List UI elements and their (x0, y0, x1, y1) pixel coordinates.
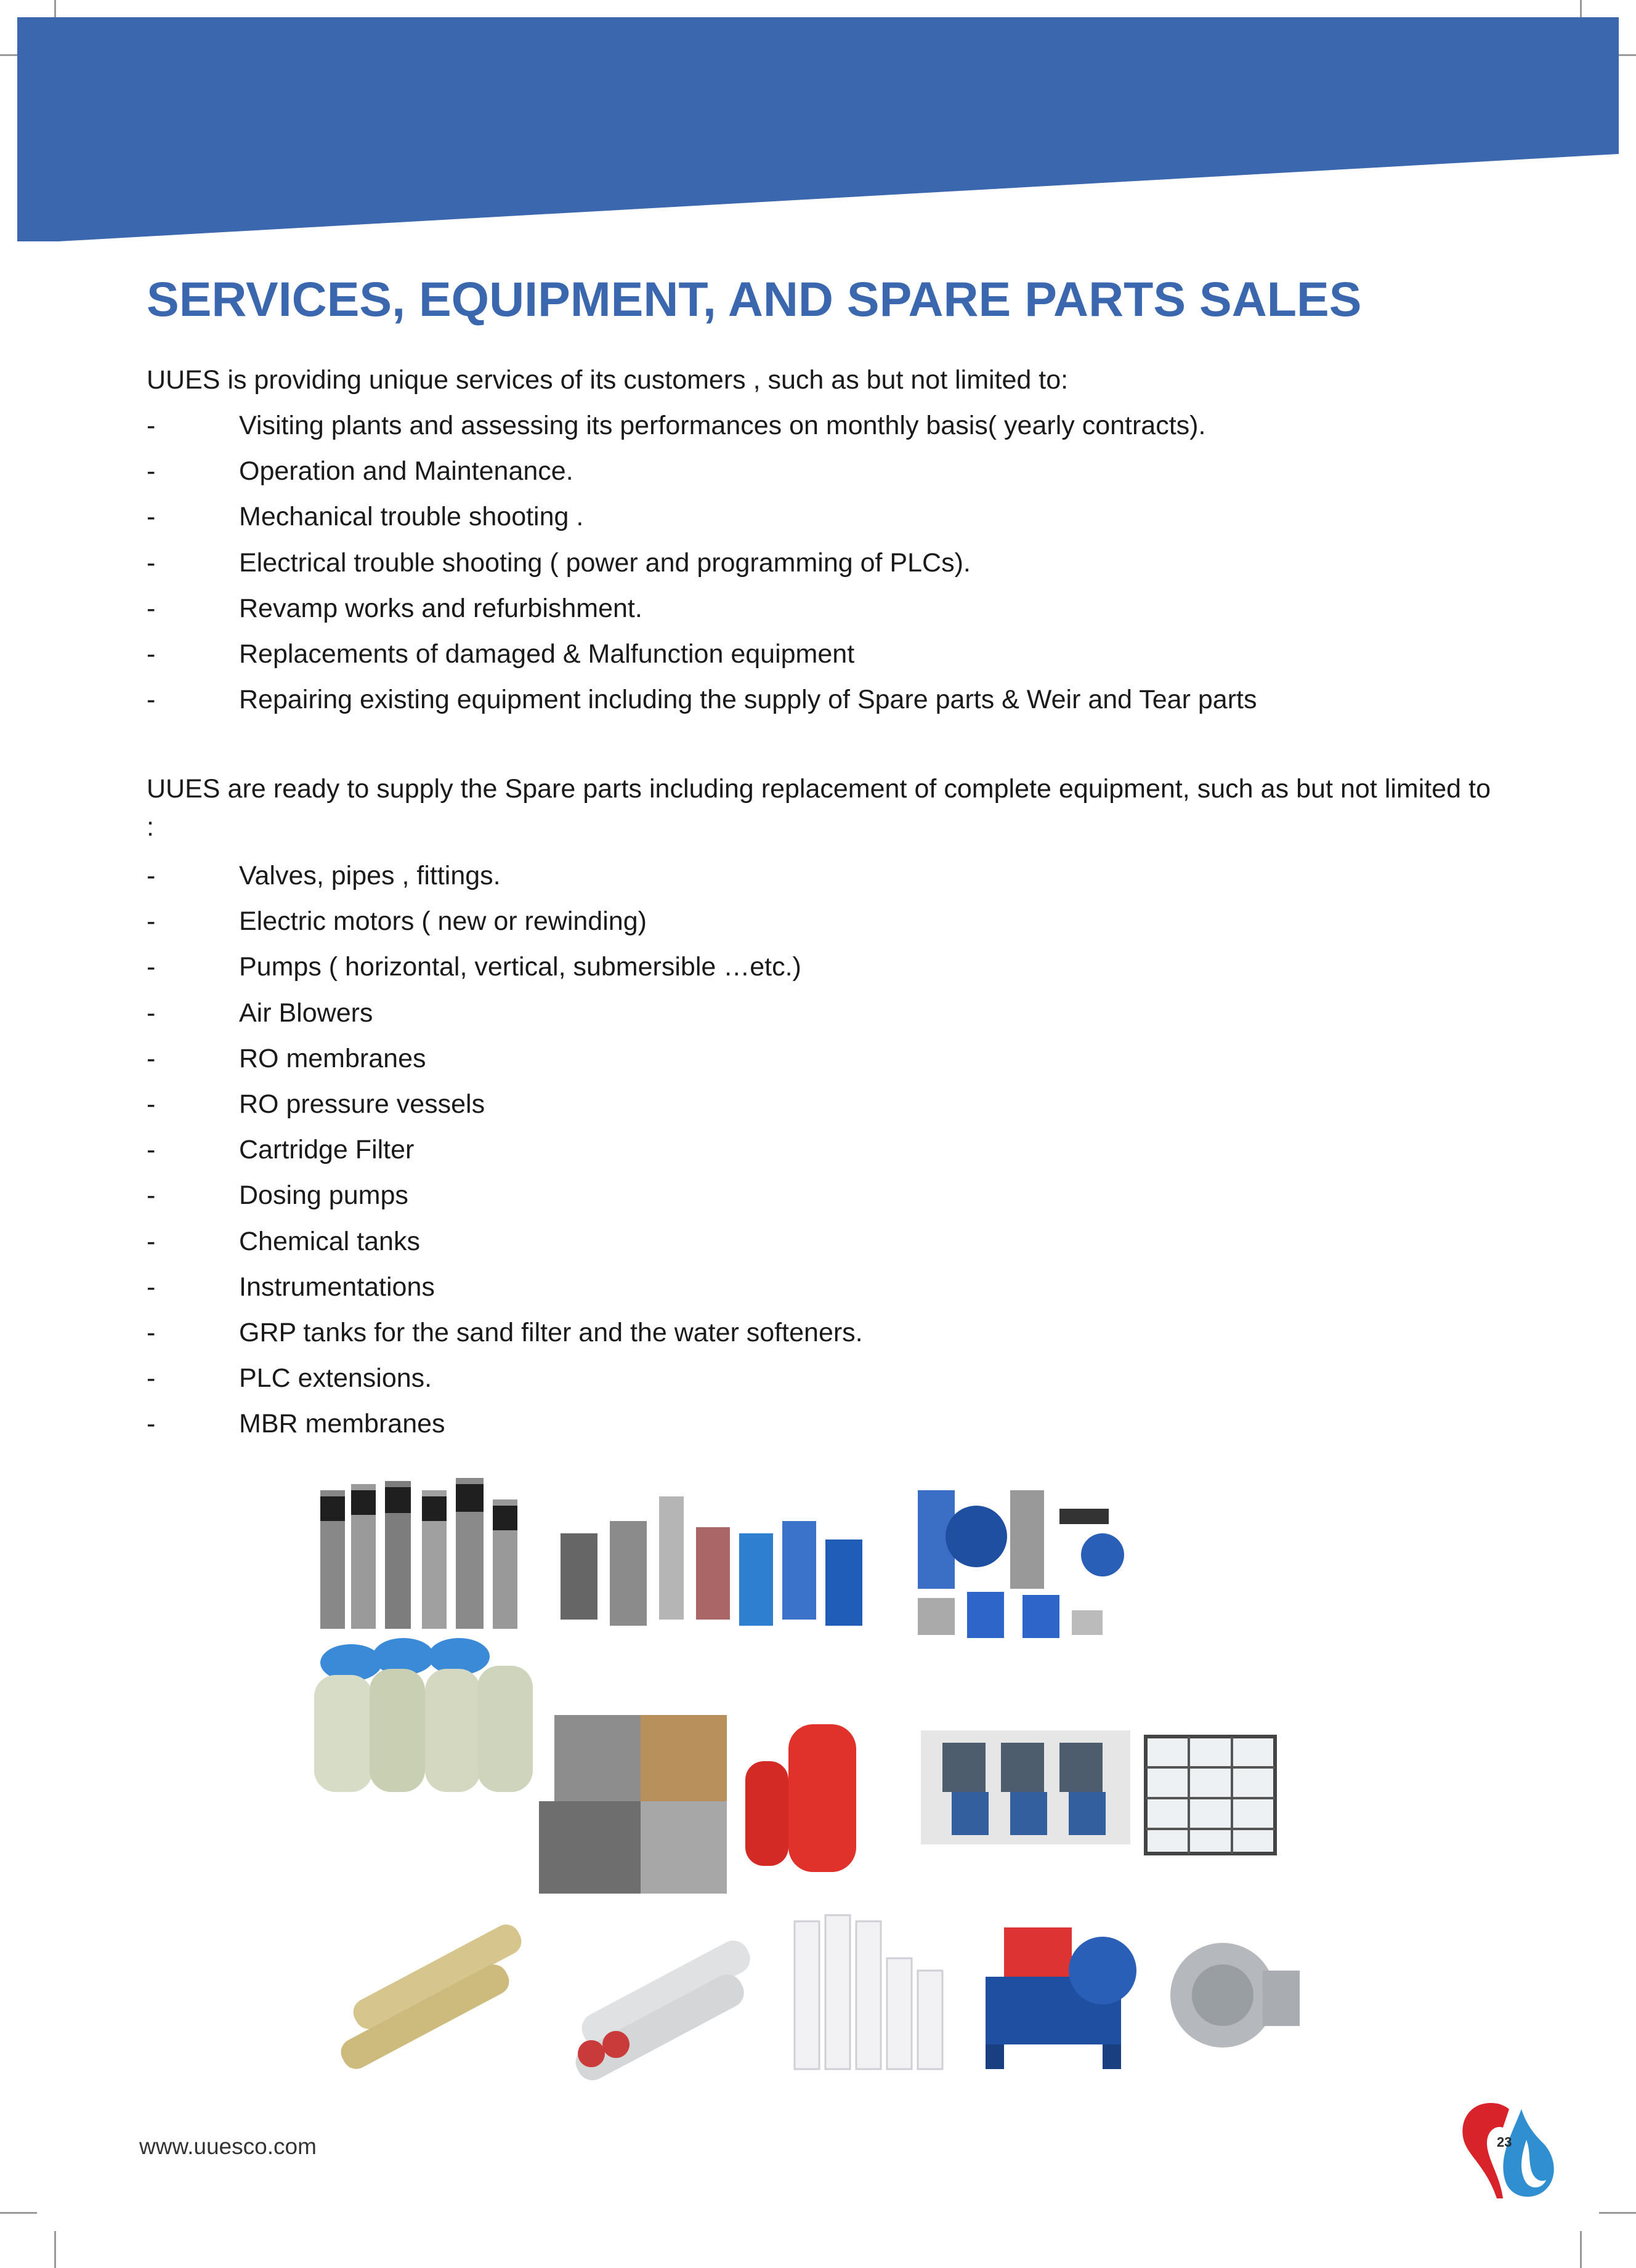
dosing-pumps-photo (921, 1730, 1130, 1844)
filter-media-photo (539, 1715, 727, 1894)
bullet-dash: - (147, 1043, 156, 1073)
bullet-dash: - (147, 685, 156, 715)
services-item-text: Operation and Maintenance. (239, 456, 573, 486)
bullet-dash: - (147, 456, 156, 486)
parts-item-text: Instrumentations (239, 1272, 435, 1302)
parts-item-text: Electric motors ( new or rewinding) (239, 906, 647, 937)
bullet-dash: - (147, 1363, 156, 1394)
page-number: 23 (1497, 2134, 1512, 2150)
bullet-dash: - (147, 1135, 156, 1165)
services-intro: UUES is providing unique services of its customers , such as but not limited to: (147, 365, 1069, 395)
bullet-dash: - (147, 906, 156, 937)
services-item-text: Repairing existing equipment including the supply of Spare parts & Weir and Tear parts (239, 685, 1257, 715)
footer-url: www.uuesco.com (139, 2134, 317, 2159)
bullet-dash: - (147, 1409, 156, 1439)
parts-intro: UUES are ready to supply the Spare parts including replacement of complete equipment, such as but not limited to : (147, 774, 1491, 842)
crop-mark (1580, 2231, 1582, 2268)
parts-item-text: Cartridge Filter (239, 1135, 415, 1165)
crop-mark (54, 2231, 56, 2268)
bullet-dash: - (147, 861, 156, 890)
parts-item-text: Chemical tanks (239, 1226, 420, 1256)
parts-item-text: Valves, pipes , fittings. (239, 861, 501, 890)
bullet-dash: - (147, 952, 156, 982)
services-item-text: Replacements of damaged & Malfunction equipment (239, 639, 855, 669)
header-banner (0, 0, 1636, 246)
grp-tanks-photo (314, 1638, 533, 1792)
uues-logo-icon (1454, 2097, 1565, 2205)
valves-photo (918, 1490, 1124, 1638)
bullet-dash: - (147, 547, 156, 578)
bullet-dash: - (147, 1089, 156, 1119)
ring-blower-photo (1170, 1943, 1300, 2048)
parts-item-text: Dosing pumps (239, 1180, 408, 1211)
parts-item-text: RO pressure vessels (239, 1089, 485, 1119)
ro-pressure-vessels-photo (570, 1935, 756, 2086)
cartridge-filters-photo (795, 1915, 942, 2069)
bullet-dash: - (147, 1226, 156, 1256)
services-item-text: Mechanical trouble shooting . (239, 502, 584, 532)
crop-mark (1599, 2212, 1636, 2214)
bullet-dash: - (147, 502, 156, 532)
submersible-pumps-photo (561, 1496, 862, 1626)
parts-item-text: PLC extensions. (239, 1363, 432, 1394)
vertical-pumps-photo (320, 1478, 517, 1629)
parts-item-text: RO membranes (239, 1043, 426, 1073)
parts-item-text: MBR membranes (239, 1409, 445, 1439)
product-photo-collage (302, 1472, 1349, 2106)
parts-item-text: Pumps ( horizontal, vertical, submersible …etc.) (239, 952, 801, 982)
services-item-text: Electrical trouble shooting ( power and programming of PLCs). (239, 547, 971, 578)
bullet-dash: - (147, 411, 156, 440)
roots-blower-photo (986, 1927, 1136, 2069)
page-title: SERVICES, EQUIPMENT, AND SPARE PARTS SALES (147, 272, 1362, 326)
parts-item-text: Air Blowers (239, 998, 373, 1028)
crop-mark (0, 2212, 37, 2214)
bullet-dash: - (147, 1272, 156, 1302)
ro-membranes-photo (336, 1920, 526, 2074)
parts-item-text: GRP tanks for the sand filter and the water softeners. (239, 1317, 863, 1347)
bullet-dash: - (147, 639, 156, 669)
bullet-dash: - (147, 998, 156, 1028)
chemical-tank-photo (1146, 1737, 1275, 1854)
bullet-dash: - (147, 593, 156, 623)
bullet-dash: - (147, 1317, 156, 1347)
expansion-vessels-photo (745, 1724, 856, 1872)
bullet-dash: - (147, 1180, 156, 1211)
services-item-text: Revamp works and refurbishment. (239, 593, 642, 623)
services-item-text: Visiting plants and assessing its performances on monthly basis( yearly contracts). (239, 411, 1206, 440)
